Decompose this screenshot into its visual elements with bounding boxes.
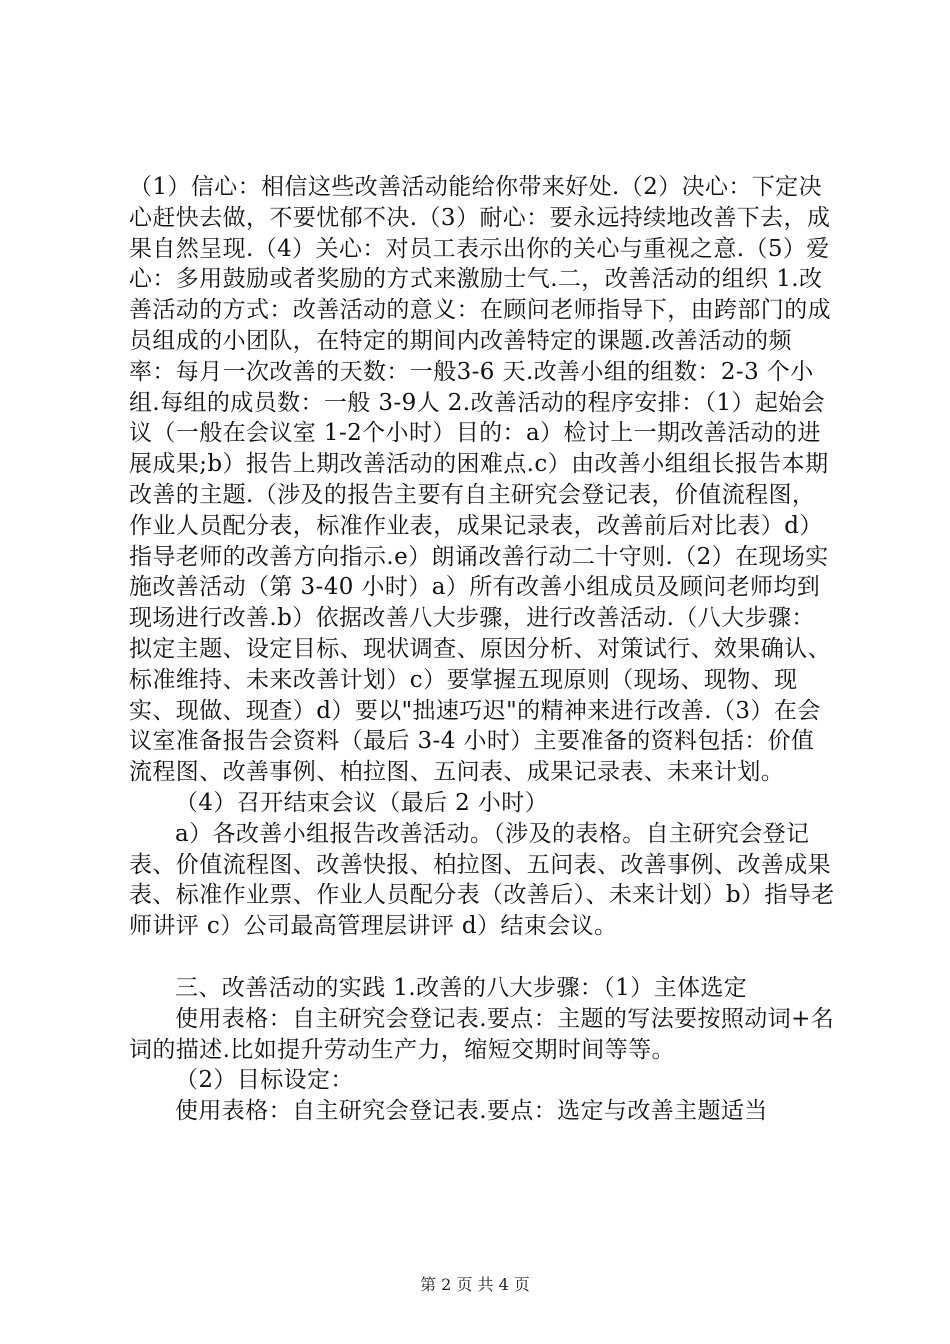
- document-body: [129, 172, 835, 1127]
- paragraph-closing-details: a）各改善小组报告改善活动。（涉及的表格。自主研究会登记表、价值流程图、改善快报、柏拉图、五问表、改善事例、改善成果表、标准作业票、作业人员配分表（改善后）、未来计划）b）指导老师讲评 c）公司最高管理层讲评 d）结束会议。: [129, 820, 835, 940]
- paragraph-closing-meeting: （4）召开结束会议（最后 2 小时）: [175, 789, 549, 816]
- paragraph-topic-selection: 使用表格：自主研究会登记表.要点：主题的写法要按照动词+名词的描述.比如提升劳动生产力，缩短交期时间等等。: [129, 1005, 835, 1063]
- page-footer: 第 2 页 共 4 页: [420, 1275, 530, 1294]
- paragraph-goal-setting: （2）目标设定：: [175, 1067, 354, 1094]
- paragraph-practice-heading: 三、改善活动的实践 1.改善的八大步骤：（1）主体选定: [175, 974, 748, 1001]
- paragraph-intro: （1）信心：相信这些改善活动能给你带来好处.（2）决心：下定决心赶快去做，不要忧郁不决.（3）耐心：要永远持续地改善下去，成果自然呈现.（4）关心：对员工表示出你的关心与重视之意.（5）爱心：多用鼓励或者奖励的方式来激励士气.二，改善活动的组织 1.改善活动的方式：改善活动的意义：在顾问老师指导下，由跨部门的成员组成的小团队，在特定的期间内改善特定的课题.改善活动的频率：每月一次改善的天数：一般3-6 天.改善小组的组数：2-3 个小组.每组的成员数：一般 3-9人 2.改善活动的程序安排：（1）起始会议（一般在会议室 1-2个小时）目的：a）检讨上一期改善活动的进展成果;b）报告上期改善活动的困难点.c）由改善小组组长报告本期改善的主题.（涉及的报告主要有自主研究会登记表，价值流程图，作业人员配分表，标准作业表，成果记录表，改善前后对比表）d）指导老师的改善方向指示.e）朗诵改善行动二十守则.（2）在现场实施改善活动（第 3-40 小时）a）所有改善小组成员及顾问老师均到现场进行改善.b）依据改善八大步骤，进行改善活动.（八大步骤：拟定主题、设定目标、现状调查、原因分析、对策试行、效果确认、标准维持、未来改善计划）c）要掌握五现原则（现场、现物、现实、现做、现查）d）要以"拙速巧迟"的精神来进行改善.（3）在会议室准备报告会资料（最后 3-4 小时）主要准备的资料包括：价值流程图、改善事例、柏拉图、五问表、成果记录表、未来计划。: [129, 174, 831, 786]
- paragraph-goal-details: 使用表格：自主研究会登记表.要点：选定与改善主题适当: [175, 1098, 768, 1125]
